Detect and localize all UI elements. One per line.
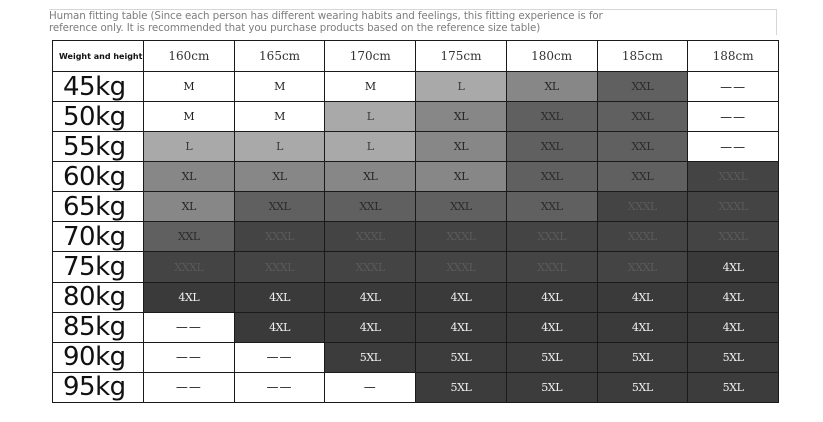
size-cell: L bbox=[234, 132, 325, 162]
size-cell: M bbox=[144, 102, 235, 132]
size-cell: — bbox=[325, 372, 416, 402]
size-cell: XL bbox=[325, 162, 416, 192]
size-cell: 5XL bbox=[688, 372, 779, 402]
size-cell: —— bbox=[234, 342, 325, 372]
size-cell: —— bbox=[144, 342, 235, 372]
size-cell: —— bbox=[688, 102, 779, 132]
weight-label: 75kg bbox=[53, 252, 144, 282]
size-cell: 4XL bbox=[325, 312, 416, 342]
size-cell: 4XL bbox=[597, 312, 688, 342]
size-cell: 5XL bbox=[325, 342, 416, 372]
table-row bbox=[53, 222, 779, 252]
size-cell: XXXL bbox=[416, 222, 507, 252]
size-cell: M bbox=[325, 72, 416, 102]
size-cell: 4XL bbox=[597, 282, 688, 312]
table-row bbox=[53, 192, 779, 222]
size-table bbox=[52, 40, 779, 403]
size-cell: XXL bbox=[325, 192, 416, 222]
fitting-note bbox=[49, 9, 777, 35]
size-cell: L bbox=[325, 102, 416, 132]
table-row bbox=[53, 312, 779, 342]
size-cell: XXXL bbox=[506, 222, 597, 252]
table-row bbox=[53, 162, 779, 192]
size-cell: 4XL bbox=[234, 282, 325, 312]
size-cell: 4XL bbox=[416, 312, 507, 342]
size-cell: L bbox=[325, 132, 416, 162]
size-cell: 5XL bbox=[597, 342, 688, 372]
table-row bbox=[53, 252, 779, 282]
height-header-160cm: 160cm bbox=[144, 41, 235, 72]
size-cell: —— bbox=[144, 372, 235, 402]
size-cell: XXXL bbox=[597, 222, 688, 252]
size-cell: M bbox=[234, 102, 325, 132]
weight-label: 95kg bbox=[53, 372, 144, 402]
size-cell: XXL bbox=[144, 222, 235, 252]
weight-label: 85kg bbox=[53, 312, 144, 342]
size-cell: 4XL bbox=[688, 282, 779, 312]
size-cell: XXXL bbox=[144, 252, 235, 282]
table-row bbox=[53, 282, 779, 312]
size-cell: XXXL bbox=[688, 222, 779, 252]
weight-label: 55kg bbox=[53, 132, 144, 162]
size-cell: XXXL bbox=[597, 252, 688, 282]
table-row bbox=[53, 102, 779, 132]
height-header-188cm: 188cm bbox=[688, 41, 779, 72]
size-cell: 4XL bbox=[416, 282, 507, 312]
weight-label: 80kg bbox=[53, 282, 144, 312]
size-cell: 5XL bbox=[416, 372, 507, 402]
fitting-note-line-1: Human fitting table (Since each person has different wearing habits and feelings, this fitting experience is for bbox=[49, 10, 603, 22]
size-cell: 4XL bbox=[144, 282, 235, 312]
size-cell: XXL bbox=[506, 102, 597, 132]
size-cell: 5XL bbox=[506, 372, 597, 402]
height-header-180cm: 180cm bbox=[506, 41, 597, 72]
size-cell: 4XL bbox=[688, 252, 779, 282]
size-cell: 5XL bbox=[597, 372, 688, 402]
size-cell: 4XL bbox=[688, 312, 779, 342]
size-cell: XXXL bbox=[416, 252, 507, 282]
weight-label: 50kg bbox=[53, 102, 144, 132]
size-cell: 5XL bbox=[416, 342, 507, 372]
table-row bbox=[53, 342, 779, 372]
height-header-170cm: 170cm bbox=[325, 41, 416, 72]
height-header-175cm: 175cm bbox=[416, 41, 507, 72]
size-cell: 5XL bbox=[688, 342, 779, 372]
height-header-row bbox=[53, 41, 779, 72]
height-header-165cm: 165cm bbox=[234, 41, 325, 72]
size-cell: XL bbox=[234, 162, 325, 192]
size-cell: XXL bbox=[597, 102, 688, 132]
size-cell: 4XL bbox=[234, 312, 325, 342]
size-cell: 4XL bbox=[325, 282, 416, 312]
table-row bbox=[53, 72, 779, 102]
size-cell: L bbox=[144, 132, 235, 162]
size-cell: XXXL bbox=[688, 162, 779, 192]
size-cell: XL bbox=[416, 132, 507, 162]
size-cell: —— bbox=[144, 312, 235, 342]
weight-label: 90kg bbox=[53, 342, 144, 372]
fitting-note-line-2: reference only. It is recommended that you purchase products based on the reference size table) bbox=[49, 22, 541, 34]
size-cell: XXL bbox=[597, 132, 688, 162]
size-cell: —— bbox=[234, 372, 325, 402]
size-cell: XXXL bbox=[597, 192, 688, 222]
size-cell: XXL bbox=[597, 162, 688, 192]
size-cell: L bbox=[416, 72, 507, 102]
weight-label: 45kg bbox=[53, 72, 144, 102]
size-cell: 5XL bbox=[506, 342, 597, 372]
size-cell: XL bbox=[506, 72, 597, 102]
size-cell: XL bbox=[144, 192, 235, 222]
size-cell: XXXL bbox=[688, 192, 779, 222]
weight-label: 70kg bbox=[53, 222, 144, 252]
size-cell: XXL bbox=[506, 162, 597, 192]
size-cell: 4XL bbox=[506, 312, 597, 342]
size-cell: XXL bbox=[506, 192, 597, 222]
size-cell: XL bbox=[144, 162, 235, 192]
size-cell: XXXL bbox=[325, 252, 416, 282]
size-cell: XL bbox=[416, 162, 507, 192]
table-row bbox=[53, 132, 779, 162]
size-cell: XXXL bbox=[234, 222, 325, 252]
size-cell: XXXL bbox=[234, 252, 325, 282]
weight-label: 60kg bbox=[53, 162, 144, 192]
size-cell: XXL bbox=[234, 192, 325, 222]
size-cell: XXL bbox=[506, 132, 597, 162]
size-cell: XXXL bbox=[325, 222, 416, 252]
size-cell: M bbox=[144, 72, 235, 102]
size-cell: M bbox=[234, 72, 325, 102]
size-cell: 4XL bbox=[506, 282, 597, 312]
weight-label: 65kg bbox=[53, 192, 144, 222]
size-cell: XXL bbox=[597, 72, 688, 102]
size-cell: —— bbox=[688, 72, 779, 102]
size-cell: XL bbox=[416, 102, 507, 132]
table-row bbox=[53, 372, 779, 402]
height-header-185cm: 185cm bbox=[597, 41, 688, 72]
size-cell: XXXL bbox=[506, 252, 597, 282]
corner-label: Weight and height bbox=[53, 41, 144, 72]
size-cell: —— bbox=[688, 132, 779, 162]
size-cell: XXL bbox=[416, 192, 507, 222]
